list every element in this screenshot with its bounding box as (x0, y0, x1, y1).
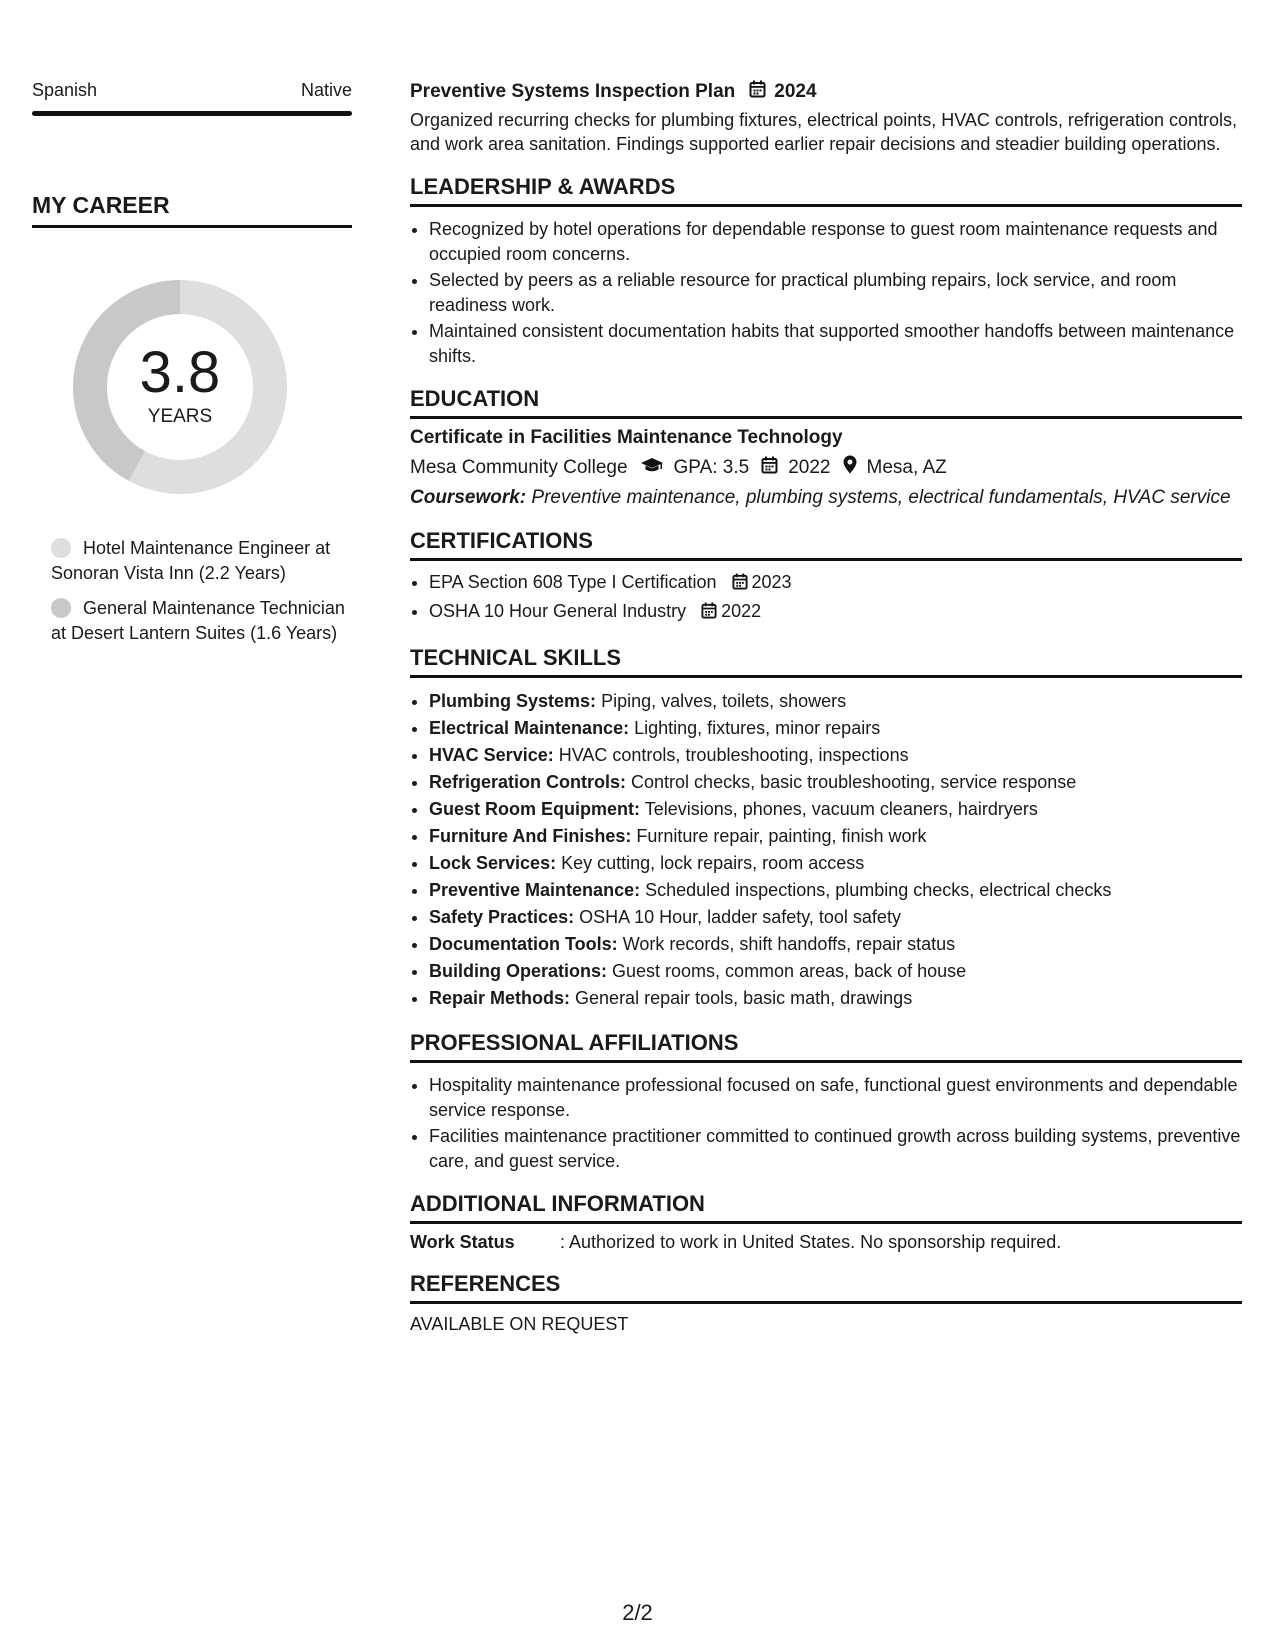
affiliations-list (410, 1073, 1242, 1173)
career-heading: MY CAREER (32, 192, 352, 228)
skill-value: General repair tools, basic math, drawings (575, 988, 913, 1008)
education-location: Mesa, AZ (866, 456, 947, 478)
project-year: 2024 (774, 81, 817, 102)
coursework-text: Preventive maintenance, plumbing systems, electrical fundamentals, HVAC service (531, 487, 1231, 508)
skill-item (429, 796, 1242, 823)
graduation-cap-icon (640, 457, 664, 479)
skill-value: HVAC controls, troubleshooting, inspections (558, 745, 909, 765)
certifications-heading: CERTIFICATIONS (410, 528, 1242, 561)
leadership-list (410, 217, 1242, 368)
skill-value: Furniture repair, painting, finish work (636, 826, 927, 846)
language-level: Native (300, 80, 352, 100)
skill-value: OSHA 10 Hour, ladder safety, tool safety (579, 907, 901, 927)
skill-value: Guest rooms, common areas, back of house (612, 961, 967, 981)
project-description: Organized recurring checks for plumbing fixtures, electrical points, HVAC controls, refrigeration controls, and work area sanitation. Findings supported earlier repair decisions and steadier building operations. (410, 110, 1238, 154)
career-role-label: General Maintenance Technician at Desert Lantern Suites (1.6 Years) (51, 598, 345, 643)
coursework-label: Coursework: (410, 487, 527, 508)
skill-value: Scheduled inspections, plumbing checks, electrical checks (645, 880, 1112, 900)
calendar-icon (761, 456, 778, 480)
skill-value: Televisions, phones, vacuum cleaners, hairdryers (644, 799, 1038, 819)
page-number: 2/2 (622, 1600, 653, 1625)
skill-label: HVAC Service: (429, 745, 554, 765)
language-proficiency-bar (32, 111, 352, 116)
skills-list (410, 688, 1242, 1012)
skills-heading: TECHNICAL SKILLS (410, 645, 1242, 678)
career-donut (65, 272, 295, 502)
language-name: Spanish (32, 80, 98, 100)
certifications-list (410, 569, 1242, 627)
list-item: • Recognized by hotel operations for dependable response to guest room maintenance requests and occupied room concerns. (429, 217, 1242, 266)
skill-label: Refrigeration Controls: (429, 772, 627, 792)
skill-value: Lighting, fixtures, minor repairs (634, 718, 881, 738)
skill-item (429, 958, 1242, 985)
skill-value: Control checks, basic troubleshooting, service response (631, 772, 1077, 792)
skill-label: Electrical Maintenance: (429, 718, 630, 738)
career-years-unit: YEARS (147, 406, 213, 427)
education-gpa: GPA: 3.5 (673, 456, 750, 478)
list-item: • Selected by peers as a reliable resource for practical plumbing repairs, lock service, and room readiness work. (429, 268, 1242, 317)
project-title: Preventive Systems Inspection Plan (410, 81, 736, 102)
career-role-label: Hotel Maintenance Engineer at Sonoran Vista Inn (2.2 Years) (51, 538, 331, 583)
work-status-value: : Authorized to work in United States. No sponsorship required. (560, 1232, 1062, 1252)
certification-year: 2022 (721, 601, 762, 621)
career-legend-item (51, 596, 352, 645)
skill-item (429, 850, 1242, 877)
career-legend-item (51, 536, 352, 585)
skill-item (429, 985, 1242, 1012)
skill-value: Piping, valves, toilets, showers (601, 691, 847, 711)
list-item: • Facilities maintenance practitioner committed to continued growth across building systems, preventive care, and guest service. (429, 1124, 1242, 1173)
skill-item (429, 904, 1242, 931)
location-pin-icon (843, 455, 857, 480)
skill-item (429, 931, 1242, 958)
project-title-row (410, 80, 1242, 104)
education-coursework (410, 486, 1242, 510)
education-degree: Certificate in Facilities Maintenance Technology (410, 427, 843, 448)
certification-name: OSHA 10 Hour General Industry (429, 601, 687, 621)
calendar-icon (732, 571, 748, 598)
sidebar (32, 80, 352, 656)
certification-year: 2023 (751, 572, 792, 592)
skill-label: Building Operations: (429, 961, 607, 981)
certification-item (429, 569, 1242, 598)
skill-item (429, 715, 1242, 742)
language-row (32, 80, 352, 111)
affiliations-heading: PROFESSIONAL AFFILIATIONS (410, 1030, 1242, 1063)
skill-label: Safety Practices: (429, 907, 575, 927)
list-item: • Hospitality maintenance professional focused on safe, functional guest environments and dependable service response. (429, 1073, 1242, 1122)
skill-label: Plumbing Systems: (429, 691, 597, 711)
skill-item (429, 877, 1242, 904)
legend-dot-icon (51, 538, 71, 558)
skill-label: Furniture And Finishes: (429, 826, 632, 846)
certification-name: EPA Section 608 Type I Certification (429, 572, 717, 592)
references-text: AVAILABLE ON REQUEST (410, 1314, 629, 1334)
calendar-icon (749, 80, 766, 104)
skill-value: Key cutting, lock repairs, room access (561, 853, 865, 873)
education-school: Mesa Community College (410, 456, 628, 478)
skill-value: Work records, shift handoffs, repair status (622, 934, 956, 954)
education-meta (410, 455, 1242, 480)
leadership-heading: LEADERSHIP & AWARDS (410, 174, 1242, 207)
skill-item (429, 769, 1242, 796)
career-total-years: 3.8 (139, 340, 221, 405)
education-heading: EDUCATION (410, 386, 1242, 419)
skill-item (429, 742, 1242, 769)
calendar-icon (701, 600, 717, 627)
skill-label: Lock Services: (429, 853, 557, 873)
references-heading: REFERENCES (410, 1271, 1242, 1304)
skill-item (429, 688, 1242, 715)
skill-label: Documentation Tools: (429, 934, 618, 954)
work-status-label: Work Status (410, 1232, 515, 1252)
main-content (410, 80, 1242, 1335)
list-item: • Maintained consistent documentation habits that supported smoother handoffs between maintenance shifts. (429, 319, 1242, 368)
education-year: 2022 (788, 456, 831, 478)
skill-item (429, 823, 1242, 850)
skill-label: Repair Methods: (429, 988, 571, 1008)
skill-label: Preventive Maintenance: (429, 880, 641, 900)
additional-info-heading: ADDITIONAL INFORMATION (410, 1191, 1242, 1224)
legend-dot-icon (51, 598, 71, 618)
career-legend (51, 536, 352, 645)
work-status-row (410, 1232, 1242, 1253)
skill-label: Guest Room Equipment: (429, 799, 640, 819)
certification-item (429, 598, 1242, 627)
